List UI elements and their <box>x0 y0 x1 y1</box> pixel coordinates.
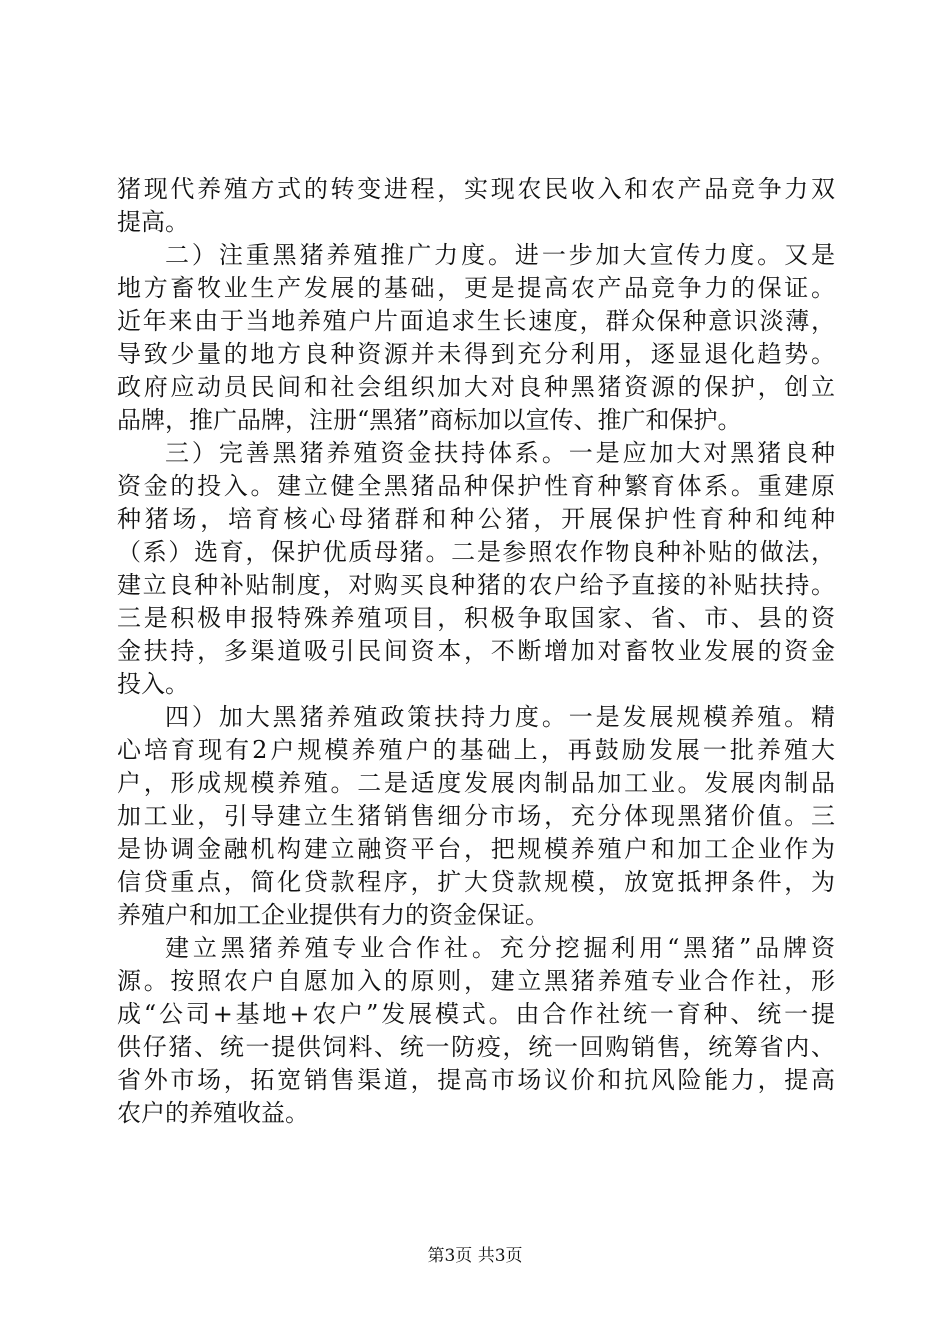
text-line: 猪现代养殖方式的转变进程，实现农民收入和农产品竞争力双 <box>117 175 835 203</box>
text-line: 投入。 <box>117 670 189 698</box>
text-line: （系）选育，保护优质母猪。二是参照农作物良种补贴的做法， <box>117 538 835 566</box>
text-line: 地方畜牧业生产发展的基础，更是提高农产品竞争力的保证。 <box>117 274 835 302</box>
page-number: 第3页 共3页 <box>427 1246 523 1266</box>
text-line: 加工业，引导建立生猪销售细分市场，充分体现黑猪价值。三 <box>117 802 835 830</box>
paragraph <box>117 173 835 239</box>
text-line: 源。按照农户自愿加入的原则，建立黑猪养殖专业合作社，形 <box>117 967 835 995</box>
text-line: 建立良种补贴制度，对购买良种猪的农户给予直接的补贴扶持。 <box>117 571 835 599</box>
text-line: 信贷重点，简化贷款程序，扩大贷款规模，放宽抵押条件，为 <box>117 868 835 896</box>
text-line: 种猪场，培育核心母猪群和种公猪，开展保护性育种和纯种 <box>117 505 835 533</box>
text-line: 省外市场，拓宽销售渠道，提高市场议价和抗风险能力，提高 <box>117 1066 835 1094</box>
text-line: 二）注重黑猪养殖推广力度。进一步加大宣传力度。又是 <box>165 241 835 269</box>
text-line: 资金的投入。建立健全黑猪品种保护性育种繁育体系。重建原 <box>117 472 835 500</box>
paragraph <box>117 932 835 1130</box>
text-line: 提高。 <box>117 208 189 236</box>
text-line: 养殖户和加工企业提供有力的资金保证。 <box>117 901 549 929</box>
paragraph <box>117 239 835 437</box>
text-line: 近年来由于当地养殖户片面追求生长速度，群众保种意识淡薄， <box>117 307 835 335</box>
text-line: 是协调金融机构建立融资平台，把规模养殖户和加工企业作为 <box>117 835 835 863</box>
text-line: 导致少量的地方良种资源并未得到充分利用，逐显退化趋势。 <box>117 340 835 368</box>
text-line: 成“公司+基地+农户”发展模式。由合作社统一育种、统一提 <box>117 1000 835 1028</box>
paragraph <box>117 437 835 701</box>
page-footer <box>0 1244 950 1268</box>
text-line: 四）加大黑猪养殖政策扶持力度。一是发展规模养殖。精 <box>165 703 835 731</box>
text-line: 品牌，推广品牌，注册“黑猪”商标加以宣传、推广和保护。 <box>117 406 742 434</box>
text-line: 三是积极申报特殊养殖项目，积极争取国家、省、市、县的资 <box>117 604 835 632</box>
paragraph <box>117 701 835 932</box>
text-line: 建立黑猪养殖专业合作社。充分挖掘利用“黑猪”品牌资 <box>165 934 835 962</box>
text-line: 户，形成规模养殖。二是适度发展肉制品加工业。发展肉制品 <box>117 769 835 797</box>
text-line: 心培育现有2户规模养殖户的基础上，再鼓励发展一批养殖大 <box>117 736 835 764</box>
text-line: 农户的养殖收益。 <box>117 1099 309 1127</box>
text-line: 三）完善黑猪养殖资金扶持体系。一是应加大对黑猪良种 <box>165 439 835 467</box>
text-line: 供仔猪、统一提供饲料、统一防疫，统一回购销售，统筹省内、 <box>117 1033 835 1061</box>
document-body <box>117 173 835 1130</box>
text-line: 金扶持，多渠道吸引民间资本，不断增加对畜牧业发展的资金 <box>117 637 835 665</box>
text-line: 政府应动员民间和社会组织加大对良种黑猪资源的保护，创立 <box>117 373 835 401</box>
